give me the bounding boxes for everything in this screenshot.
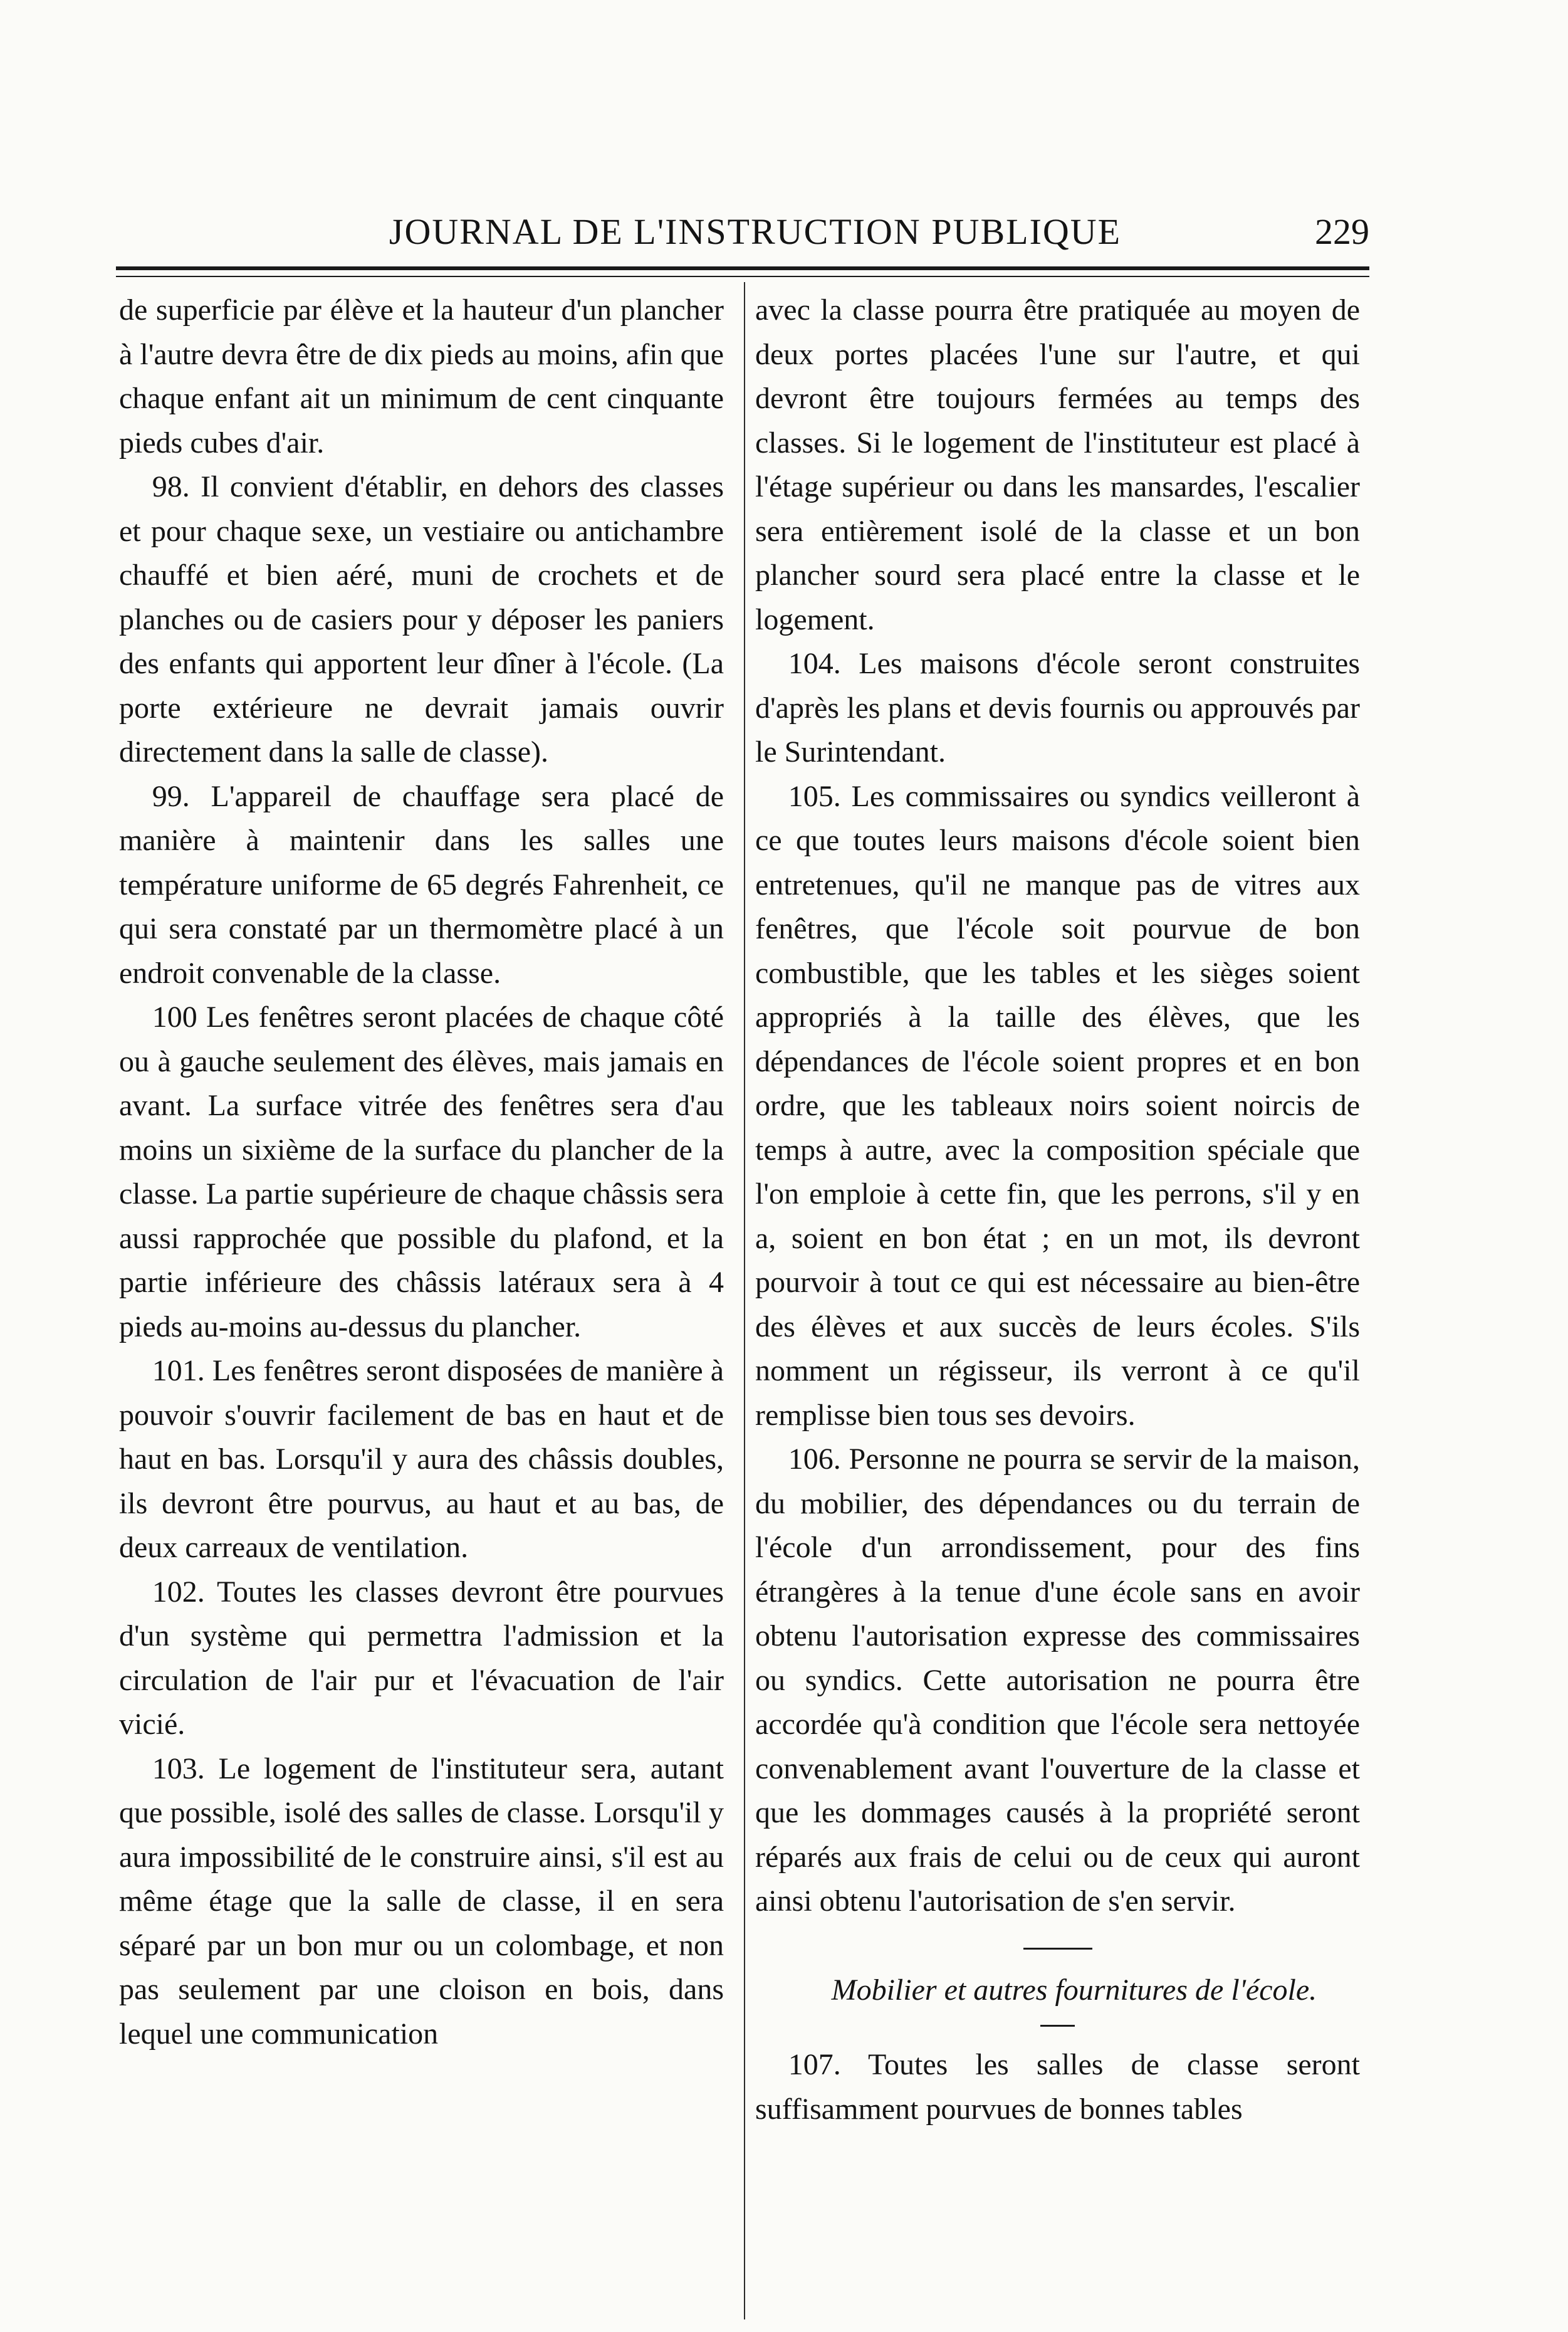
- header-rule-thin: [116, 276, 1369, 277]
- page-number: 229: [1315, 211, 1369, 252]
- right-column: [755, 288, 1360, 2131]
- article-100: 100 Les fenêtres seront placées de chaque côté ou à gauche seulement des élèves, mais jamais en avant. La surface vitrée des fenêtres sera d'au moins un sixième de la surface du plancher de la classe. La partie supérieure de chaque châssis sera aussi rapprochée que possible du plafond, et la partie inférieure des châssis latéraux sera à 4 pieds au-moins au-dessus du plancher.: [119, 1001, 724, 1343]
- article-101: 101. Les fenêtres seront disposées de manière à pouvoir s'ouvrir facilement de bas en haut et de haut en bas. Lorsqu'il y aura des châssis doubles, ils devront être pourvus, au haut et au bas, de deux carreaux de ventilation.: [119, 1354, 724, 1564]
- paragraph-continued: avec la classe pourra être pratiquée au moyen de deux portes placées l'une sur l'autre, et qui devront être toujours fermées au temps des classes. Si le logement de l'instituteur est placé à l'étage supérieur ou dans les mansardes, l'escalier sera entièrement isolé de la classe et un bon plancher sourd sera placé entre la classe et le logement.: [755, 293, 1360, 636]
- article-103: 103. Le logement de l'instituteur sera, autant que possible, isolé des salles de classe. Lorsqu'il y aura impossibilité de le construire ainsi, s'il est au même étage que la salle de classe, il en sera séparé par un bon mur ou un colombage, et non pas seulement par une cloison en bois, dans lequel une communication: [119, 1752, 724, 2051]
- section-rule: [1023, 1948, 1092, 1950]
- article-102: 102. Toutes les classes devront être pourvues d'un système qui permettra l'admission et la circulation de l'air pur et l'évacuation de l'air vicié.: [119, 1575, 724, 1741]
- paragraph-continued: de superficie par élève et la hauteur d'un plancher à l'autre devra être de dix pieds au moins, afin que chaque enfant ait un minimum de cent cinquante pieds cubes d'air.: [119, 293, 724, 460]
- article-99: 99. L'appareil de chauffage sera placé de manière à maintenir dans les salles une température uniforme de 65 degrés Fahrenheit, ce qui sera constaté par un thermomètre placé à un endroit convenable de la classe.: [119, 779, 724, 990]
- running-head: [116, 207, 1369, 263]
- column-divider: [744, 282, 745, 2319]
- section-heading: Mobilier et autres fournitures de l'école.: [831, 1973, 1317, 2007]
- journal-title: JOURNAL DE L'INSTRUCTION PUBLIQUE: [389, 211, 1122, 252]
- header-rule-thick: [116, 266, 1369, 270]
- article-106: 106. Personne ne pourra se servir de la maison, du mobilier, des dépendances ou du terrain de l'école d'un arrondissement, pour des fins étrangères à la tenue d'une école sans en avoir obtenu l'autorisation expresse des commissaires ou syndics. Cette autorisation ne pourra être accordée qu'à condition que l'école sera nettoyée convenablement avant l'ouverture de la classe et que les dommages causés à la propriété seront réparés aux frais de celui ou de ceux qui auront ainsi obtenu l'autorisation de s'en servir.: [755, 1442, 1360, 1918]
- left-column: [119, 288, 724, 2056]
- article-98: 98. Il convient d'établir, en dehors des classes et pour chaque sexe, un vestiaire ou antichambre chauffé et bien aéré, muni de crochets et de planches ou de casiers pour y déposer les paniers des enfants qui apportent leur dîner à l'école. (La porte extérieure ne devrait jamais ouvrir directement dans la salle de classe).: [119, 470, 724, 769]
- article-107: 107. Toutes les salles de classe seront suffisamment pourvues de bonnes tables: [755, 2048, 1360, 2126]
- article-104: 104. Les maisons d'école seront construites d'après les plans et devis fournis ou approuvés par le Surintendant.: [755, 647, 1360, 769]
- section-rule-short: [1040, 2025, 1075, 2027]
- article-105: 105. Les commissaires ou syndics veilleront à ce que toutes leurs maisons d'école soient bien entretenues, qu'il ne manque pas de vitres aux fenêtres, que l'école soit pourvue de bon combustible, que les tables et les sièges soient appropriés à la taille des élèves, que les dépendances de l'école soient propres et en bon ordre, que les tableaux noirs soient noircis de temps à autre, avec la composition spéciale que l'on emploie à cette fin, que les perrons, s'il y en a, soient en bon état ; en un mot, ils devront pourvoir à tout ce qui est nécessaire au bien-être des élèves et aux succès de leurs écoles. S'ils nomment un régisseur, ils verront à ce qu'il remplisse bien tous ses devoirs.: [755, 779, 1360, 1432]
